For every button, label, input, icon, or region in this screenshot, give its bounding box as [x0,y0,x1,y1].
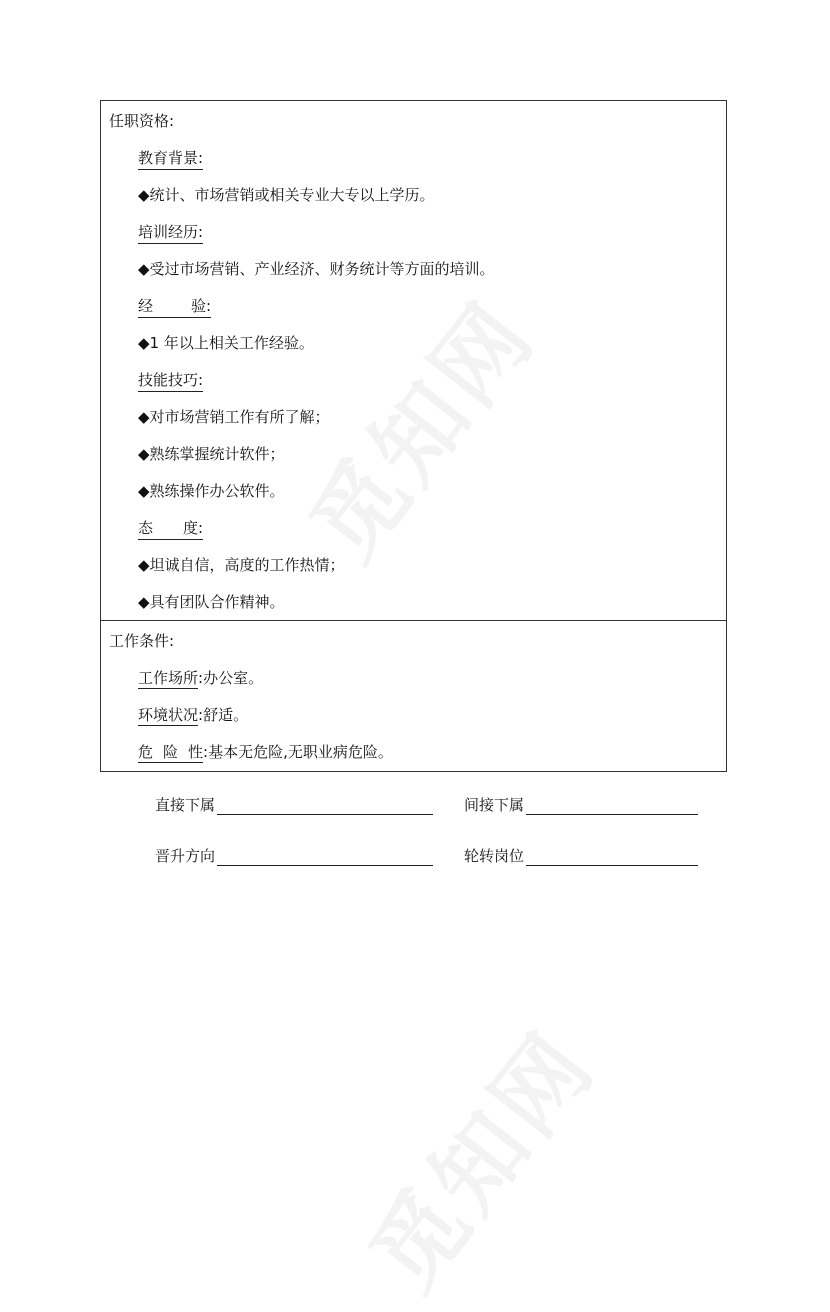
rotation-position-label: 轮转岗位 [464,847,525,865]
experience-item: ◆1 年以上相关工作经验。 [138,334,314,352]
condition-risk-label-part: 险 [163,743,179,761]
attitude-heading-part: 度: [183,519,204,537]
condition-environment-label: 环境状况 [138,706,199,724]
indirect-subordinate-field [464,795,698,815]
direct-subordinate-label: 直接下属 [155,796,216,814]
condition-risk-label-part: 性 [188,743,204,761]
training-heading: 培训经历: [138,222,203,244]
rotation-position-blank[interactable] [526,849,698,866]
experience-heading-part: 经 [138,297,154,315]
promotion-direction-label: 晋升方向 [155,847,216,865]
conditions-section [100,620,727,772]
attitude-item: ◆坦诚自信，高度的工作热情； [138,556,345,574]
skills-item: ◆熟练掌握统计软件； [138,445,285,463]
direct-subordinate-field [155,795,433,815]
section-title-conditions: 工作条件: [109,632,175,650]
promotion-direction-field [155,846,433,866]
education-item: ◆统计、市场营销或相关专业大专以上学历。 [138,186,435,204]
experience-heading-part: 验: [191,297,212,315]
qualifications-section [100,100,727,621]
condition-environment-value: :舒适。 [198,706,249,724]
condition-risk-label [138,743,203,763]
section-title-qualifications: 任职资格: [109,112,175,130]
skills-heading: 技能技巧: [138,370,203,392]
condition-place [138,668,263,688]
condition-risk-label-part: 危 [138,743,154,761]
condition-place-label: 工作场所 [138,669,199,687]
indirect-subordinate-label: 间接下属 [464,796,525,814]
skills-item: ◆熟练操作办公软件。 [138,482,285,500]
experience-heading [138,296,211,318]
rotation-position-field [464,846,698,866]
attitude-heading-part: 态 [138,519,154,537]
condition-risk-value: :基本无危险,无职业病危险。 [203,743,393,761]
direct-subordinate-blank[interactable] [217,798,433,815]
indirect-subordinate-blank[interactable] [526,798,698,815]
attitude-item: ◆具有团队合作精神。 [138,593,285,611]
training-item: ◆受过市场营销、产业经济、财务统计等方面的培训。 [138,260,495,278]
condition-risk [138,742,393,762]
attitude-heading [138,518,203,540]
condition-environment [138,705,248,725]
watermark [334,1000,619,1312]
education-heading: 教育背景: [138,148,203,170]
skills-item: ◆对市场营销工作有所了解； [138,408,330,426]
promotion-direction-blank[interactable] [217,849,433,866]
condition-place-value: :办公室。 [198,669,264,687]
